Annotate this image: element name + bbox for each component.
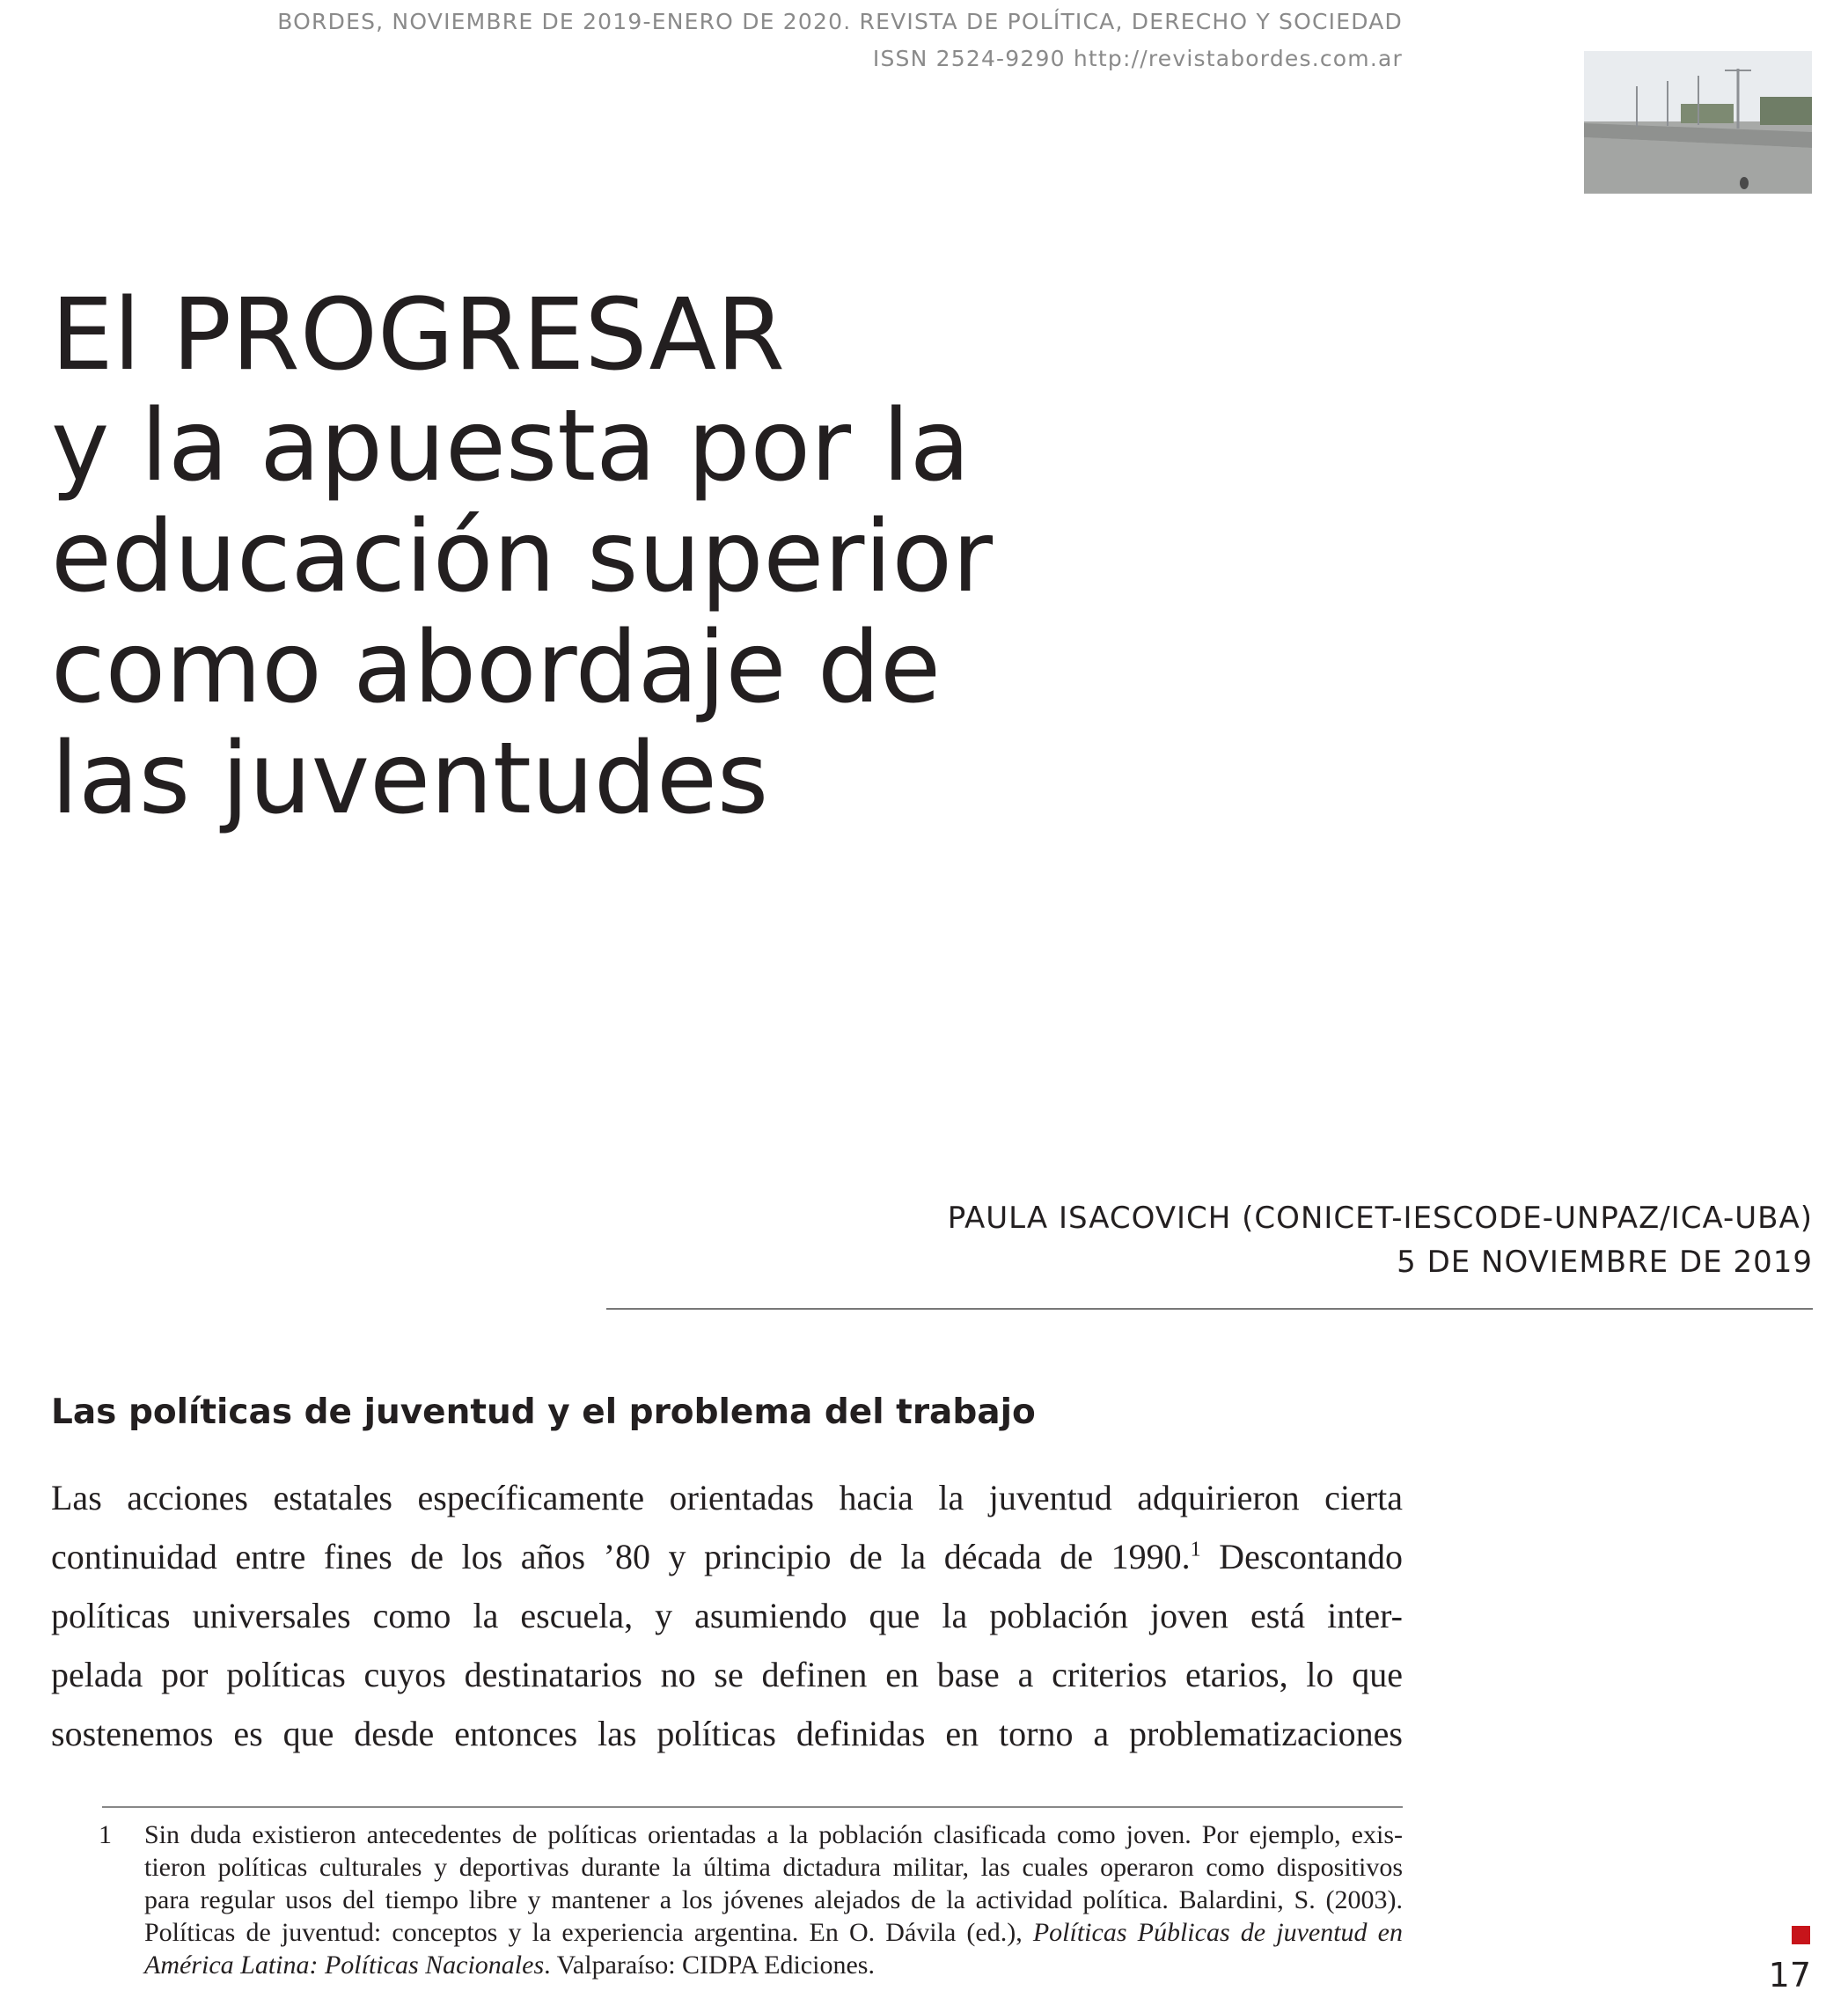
page-number: 17 bbox=[1768, 1956, 1811, 1995]
author-affiliation: PAULA ISACOVICH (CONICET-IESCODE-UNPAZ/ICA-UBA) bbox=[947, 1201, 1813, 1236]
header-photo bbox=[1584, 51, 1812, 194]
journal-title-line: BORDES, NOVIEMBRE DE 2019-ENERO DE 2020. REVISTA DE POLÍTICA, DERECHO Y SOCIEDAD bbox=[277, 9, 1403, 34]
footnote-text: Políticas de juventud: conceptos y la experiencia argentina. En O. Dávila (ed.), bbox=[144, 1918, 1033, 1947]
body-line: políticas universales como la escuela, y asumiendo que la población joven está inter- bbox=[51, 1596, 1403, 1635]
footnote-italic-text: Políticas Públicas de juventud en bbox=[1032, 1918, 1403, 1947]
footnote-line bbox=[144, 1916, 1403, 1949]
footnote-line bbox=[144, 1949, 1403, 1981]
article-title bbox=[51, 280, 993, 834]
footnote-text: . Valparaíso: CIDPA Ediciones. bbox=[544, 1951, 875, 1980]
publication-date: 5 DE NOVIEMBRE DE 2019 bbox=[1397, 1245, 1813, 1280]
byline-divider bbox=[606, 1308, 1813, 1310]
title-line: las juventudes bbox=[51, 722, 769, 836]
body-line: pelada por políticas cuyos destinatarios no se definen en base a criterios etarios, lo que bbox=[51, 1655, 1403, 1694]
footnote-line: tieron políticas culturales y deportivas durante la última dictadura militar, las cuales operaron como dispositivos bbox=[144, 1853, 1403, 1882]
issn-url-line: ISSN 2524-9290 http://revistabordes.com.ar bbox=[872, 46, 1403, 71]
title-line: educación superior bbox=[51, 500, 994, 614]
page-marker bbox=[1792, 1926, 1810, 1944]
body-line-text: Descontando bbox=[1200, 1537, 1404, 1576]
body-line: Las acciones estatales específicamente orientadas hacia la juventud adquirieron cierta bbox=[51, 1478, 1403, 1517]
body-line: sostenemos es que desde entonces las políticas definidas en torno a problematizaciones bbox=[51, 1714, 1403, 1753]
footnote-line: para regular usos del tiempo libre y mantener a los jóvenes alejados de la actividad política. Balardini, S. (2003). bbox=[144, 1885, 1403, 1914]
body-line bbox=[51, 1527, 1403, 1586]
body-line-text: continuidad entre fines de los años ’80 y principio de la década de 1990. bbox=[51, 1537, 1191, 1576]
title-line: y la apuesta por la bbox=[51, 389, 971, 503]
title-line: El PROGRESAR bbox=[51, 278, 785, 393]
footnote-italic-text: América Latina: Políticas Nacionales bbox=[144, 1951, 545, 1980]
title-line: como abordaje de bbox=[51, 611, 942, 725]
train-platform-image bbox=[1584, 51, 1812, 194]
body-paragraph bbox=[51, 1468, 1403, 1763]
section-heading: Las políticas de juventud y el problema del trabajo bbox=[51, 1392, 1036, 1432]
footnote-divider bbox=[102, 1806, 1403, 1808]
footnote bbox=[144, 1818, 1403, 1981]
footnote-line: Sin duda existieron antecedentes de políticas orientadas a la población clasificada como joven. Por ejemplo, exis- bbox=[144, 1820, 1403, 1849]
footnote-reference[interactable]: 1 bbox=[1190, 1538, 1201, 1561]
footnote-number: 1 bbox=[99, 1820, 112, 1849]
